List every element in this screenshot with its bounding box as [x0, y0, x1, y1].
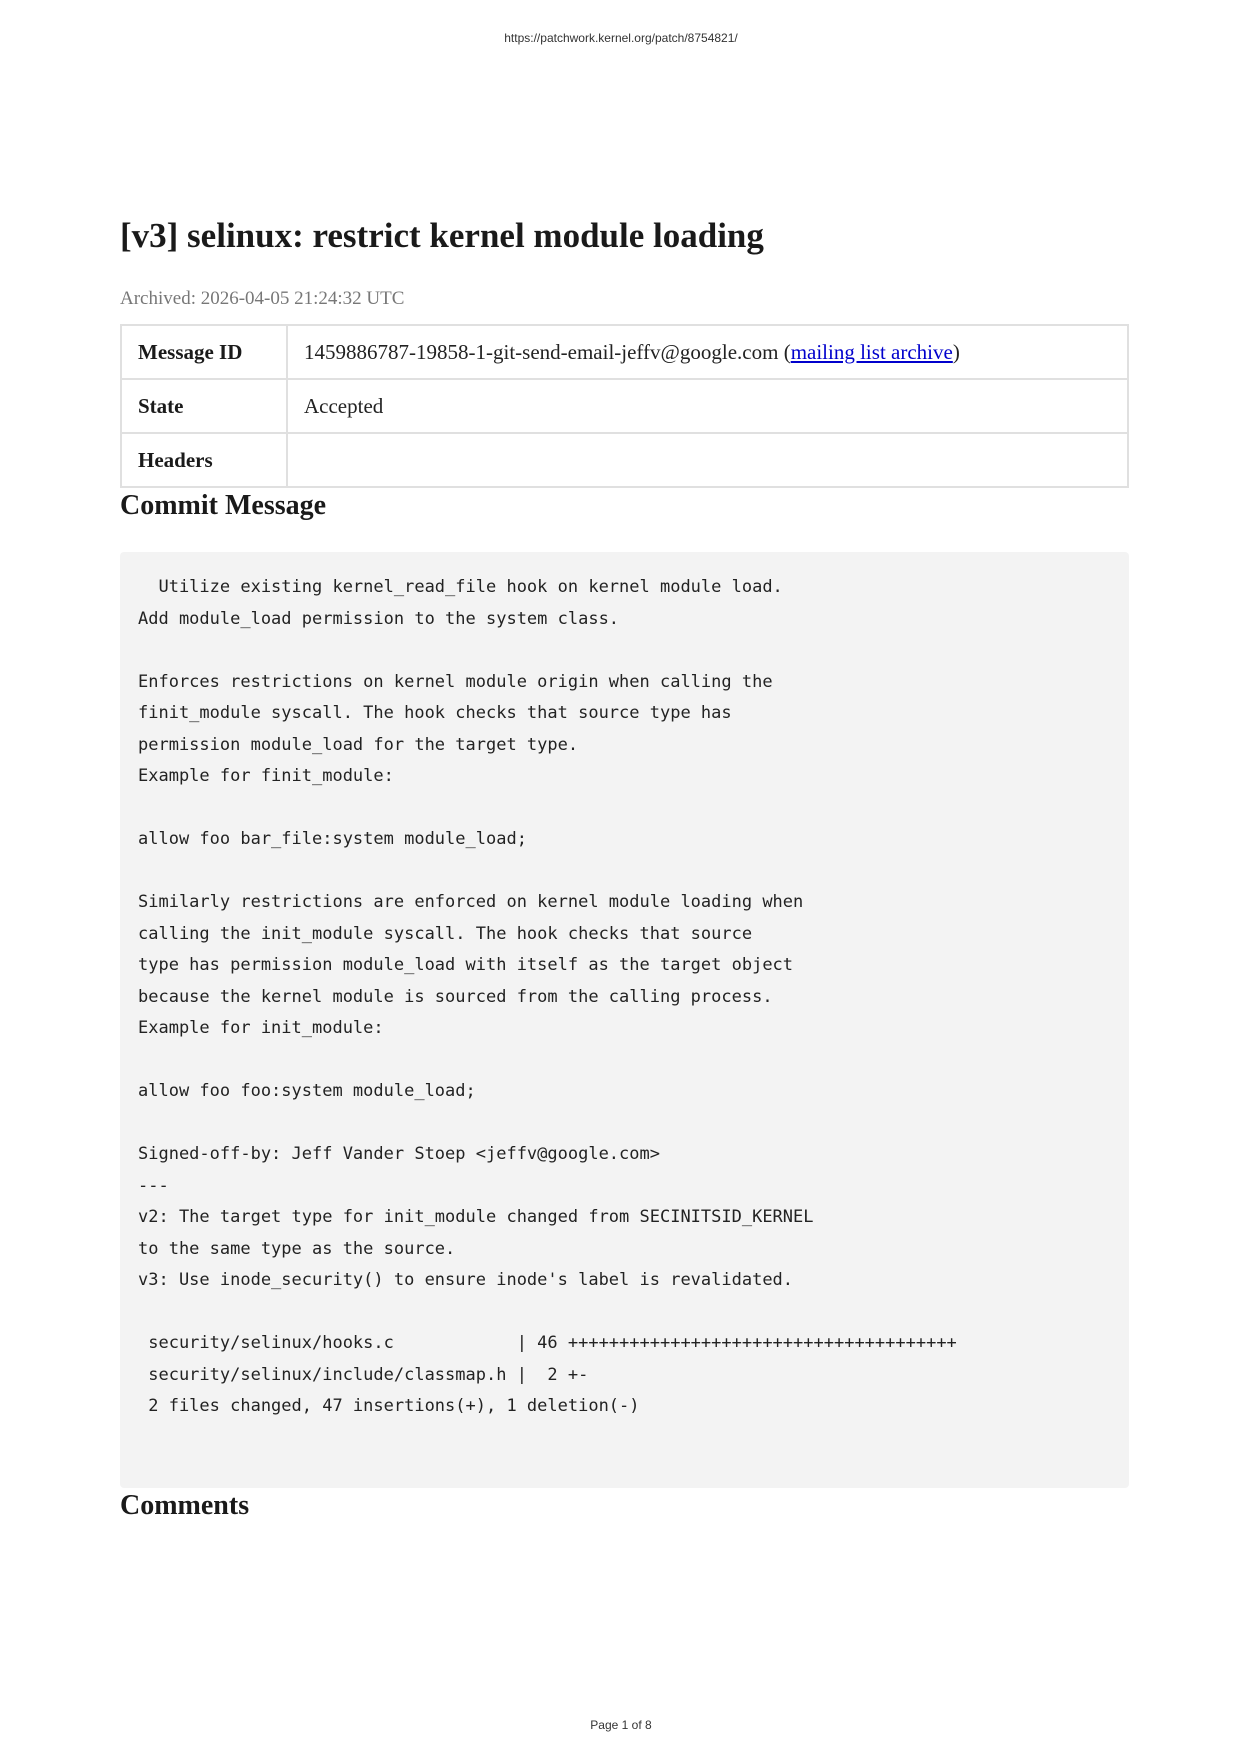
- page-title: [v3] selinux: restrict kernel module loading: [120, 216, 764, 255]
- commit-message-heading: Commit Message: [120, 490, 327, 521]
- mailing-list-archive-link[interactable]: mailing list archive: [790, 339, 953, 364]
- state-label: State: [121, 379, 287, 433]
- page-url-header: https://patchwork.kernel.org/patch/8754821/: [504, 31, 738, 45]
- table-row-state: [121, 379, 1128, 433]
- table-row-headers: [121, 433, 1128, 487]
- headers-value: [287, 433, 1128, 487]
- headers-label: Headers: [121, 433, 287, 487]
- archived-timestamp: Archived: 2026-04-05 21:24:32 UTC: [120, 288, 405, 309]
- comments-heading: Comments: [120, 1490, 250, 1521]
- patch-content: [120, 210, 1129, 1524]
- message-id-value: 1459886787-19858-1-git-send-email-jeffv@google.com: [304, 339, 779, 364]
- state-value: Accepted: [287, 379, 1128, 433]
- message-id-cell: [287, 325, 1128, 379]
- patch-meta-table: [120, 324, 1129, 488]
- commit-message-body: Utilize existing kernel_read_file hook on kernel module load. Add module_load permission to the system class. Enforces restrictions on kernel module origin when calling the finit_module syscall. The hook checks that source type has permission module_load for the target type. Example for finit_module: allow foo bar_file:system module_load; Similarly restrictions are enforced on kernel module loading when calling the init_module syscall. The hook checks that source type has permission module_load with itself as the target object because the kernel module is sourced from the calling process. Example for init_module: allow foo foo:system module_load; Signed-off-by: Jeff Vander Stoep <jeffv@google.com> --- v2: The target type for init_module changed from SECINITSID_KERNEL to the same type as the source. v3: Use inode_security() to ensure inode's label is revalidated. security/selinux/hooks.c | 46 ++++++++++++++++++++++++++++++++++++++ security/selinux/include/classmap.h | 2 +- 2 files changed, 47 insertions(+), 1 deletion(-): [120, 552, 1129, 1488]
- message-id-label: Message ID: [121, 325, 287, 379]
- archive-close-paren: ): [952, 339, 960, 364]
- archive-open-paren: (: [778, 339, 791, 364]
- table-row-message-id: [121, 325, 1128, 379]
- page-number: Page 1 of 8: [590, 1718, 652, 1732]
